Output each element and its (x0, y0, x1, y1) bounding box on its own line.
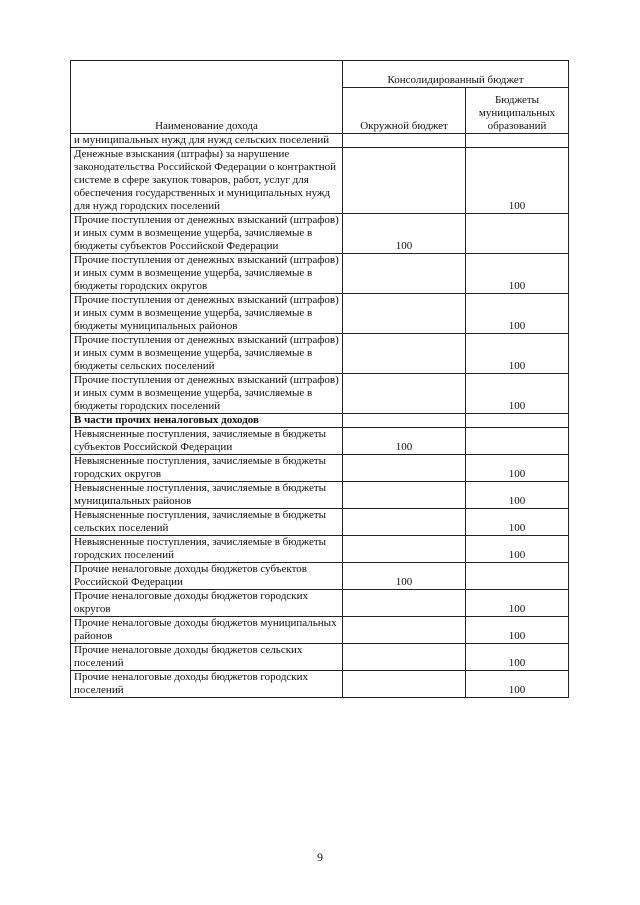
revenue-name-cell: В части прочих неналоговых доходов (71, 414, 343, 428)
revenue-name-cell: Прочие неналоговые доходы бюджетов субъектов Российской Федерации (71, 563, 343, 590)
okrug-budget-cell (343, 509, 466, 536)
revenue-name-cell: Прочие поступления от денежных взысканий (штрафов) и иных сумм в возмещение ущерба, зачисляемые в бюджеты сельских поселений (71, 334, 343, 374)
table-row (71, 563, 569, 590)
table-row (71, 590, 569, 617)
table-row (71, 482, 569, 509)
revenue-name-cell: Невыясненные поступления, зачисляемые в бюджеты субъектов Российской Федерации (71, 428, 343, 455)
municipal-budget-cell: 100 (466, 294, 569, 334)
revenue-name-cell: Невыясненные поступления, зачисляемые в бюджеты муниципальных районов (71, 482, 343, 509)
table-row (71, 644, 569, 671)
okrug-budget-cell (343, 294, 466, 334)
municipal-budget-cell (466, 134, 569, 148)
header-municipal-budgets: Бюджеты муниципальных образований (466, 88, 569, 134)
table-row (71, 254, 569, 294)
municipal-budget-cell: 100 (466, 509, 569, 536)
table-header (71, 61, 569, 134)
header-okrug-budget: Окружной бюджет (343, 88, 466, 134)
okrug-budget-cell (343, 644, 466, 671)
table-row (71, 214, 569, 254)
revenue-name-cell: Прочие неналоговые доходы бюджетов городских округов (71, 590, 343, 617)
okrug-budget-cell: 100 (343, 214, 466, 254)
okrug-budget-cell (343, 590, 466, 617)
table-row (71, 134, 569, 148)
revenue-name-cell: Прочие поступления от денежных взысканий (штрафов) и иных сумм в возмещение ущерба, зачисляемые в бюджеты городских округов (71, 254, 343, 294)
table-row (71, 509, 569, 536)
revenue-name-cell: Денежные взыскания (штрафы) за нарушение законодательства Российской Федерации о контрактной системе в сфере закупок товаров, работ, услуг для обеспечения государственных и муниципальных нужд для нужд городских поселений (71, 148, 343, 214)
revenue-name-cell: Невыясненные поступления, зачисляемые в бюджеты сельских поселений (71, 509, 343, 536)
okrug-budget-cell (343, 148, 466, 214)
revenue-name-cell: Прочие неналоговые доходы бюджетов сельских поселений (71, 644, 343, 671)
municipal-budget-cell (466, 428, 569, 455)
page-number: 9 (317, 850, 323, 864)
okrug-budget-cell (343, 617, 466, 644)
municipal-budget-cell: 100 (466, 671, 569, 698)
municipal-budget-cell: 100 (466, 536, 569, 563)
table-body (71, 134, 569, 698)
revenue-name-cell: Прочие неналоговые доходы бюджетов муниципальных районов (71, 617, 343, 644)
okrug-budget-cell (343, 254, 466, 294)
okrug-budget-cell: 100 (343, 428, 466, 455)
okrug-budget-cell: 100 (343, 563, 466, 590)
revenue-name-cell: и муниципальных нужд для нужд сельских поселений (71, 134, 343, 148)
okrug-budget-cell (343, 374, 466, 414)
municipal-budget-cell: 100 (466, 374, 569, 414)
okrug-budget-cell (343, 334, 466, 374)
revenue-name-cell: Невыясненные поступления, зачисляемые в бюджеты городских поселений (71, 536, 343, 563)
revenue-name-cell: Прочие поступления от денежных взысканий (штрафов) и иных сумм в возмещение ущерба, зачисляемые в бюджеты муниципальных районов (71, 294, 343, 334)
header-revenue-name: Наименование дохода (71, 61, 343, 134)
municipal-budget-cell: 100 (466, 590, 569, 617)
okrug-budget-cell (343, 536, 466, 563)
table-row (71, 617, 569, 644)
section-row (71, 414, 569, 428)
table-row (71, 671, 569, 698)
okrug-budget-cell (343, 134, 466, 148)
okrug-budget-cell (343, 482, 466, 509)
municipal-budget-cell: 100 (466, 148, 569, 214)
municipal-budget-cell: 100 (466, 334, 569, 374)
municipal-budget-cell (466, 414, 569, 428)
table-row (71, 455, 569, 482)
municipal-budget-cell: 100 (466, 254, 569, 294)
table-row (71, 294, 569, 334)
table-row (71, 428, 569, 455)
okrug-budget-cell (343, 671, 466, 698)
municipal-budget-cell (466, 563, 569, 590)
table-row (71, 536, 569, 563)
revenue-name-cell: Прочие поступления от денежных взысканий (штрафов) и иных сумм в возмещение ущерба, зачисляемые в бюджеты городских поселений (71, 374, 343, 414)
municipal-budget-cell: 100 (466, 455, 569, 482)
revenue-distribution-table (70, 60, 569, 698)
municipal-budget-cell: 100 (466, 644, 569, 671)
municipal-budget-cell: 100 (466, 482, 569, 509)
revenue-name-cell: Невыясненные поступления, зачисляемые в бюджеты городских округов (71, 455, 343, 482)
table-row (71, 148, 569, 214)
municipal-budget-cell: 100 (466, 617, 569, 644)
revenue-name-cell: Прочие поступления от денежных взысканий (штрафов) и иных сумм в возмещение ущерба, зачисляемые в бюджеты субъектов Российской Федерации (71, 214, 343, 254)
okrug-budget-cell (343, 455, 466, 482)
table-row (71, 374, 569, 414)
header-consolidated-budget: Консолидированный бюджет (343, 61, 569, 88)
municipal-budget-cell (466, 214, 569, 254)
table-row (71, 334, 569, 374)
okrug-budget-cell (343, 414, 466, 428)
revenue-name-cell: Прочие неналоговые доходы бюджетов городских поселений (71, 671, 343, 698)
